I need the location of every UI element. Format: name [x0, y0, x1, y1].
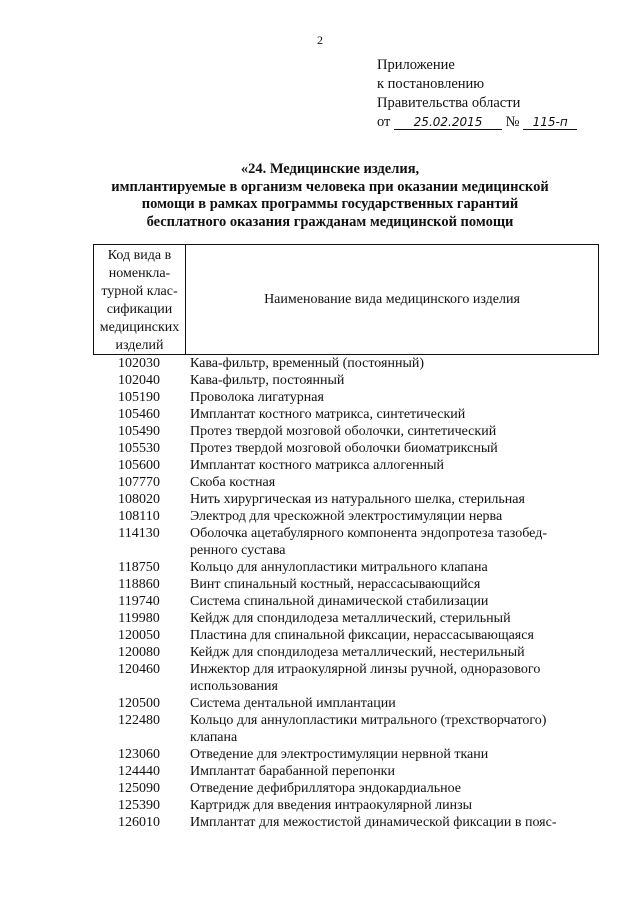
row-name: Винт спинальный костный, нерассасывающийся: [190, 577, 481, 592]
table-row: [93, 814, 599, 831]
from-label: от: [377, 114, 391, 130]
handwritten-date: 25.02.2015: [394, 115, 502, 130]
row-code: 105600: [118, 458, 160, 473]
header-code-line: турной клас-: [101, 284, 178, 299]
row-code: 114130: [118, 526, 160, 541]
table-row: [93, 610, 599, 627]
header-code-line: медицинских: [99, 320, 180, 335]
row-code: 120050: [118, 628, 160, 643]
row-name: Система дентальной имплантации: [190, 696, 396, 711]
row-name: Отведение дефибриллятора эндокардиальное: [190, 781, 462, 796]
header-code-line: номенкла-: [108, 266, 171, 281]
page-number: 2: [317, 33, 323, 47]
row-name: Кейдж для спондилодеза металлический, стерильный: [190, 611, 511, 626]
row-name: Кава-фильтр, постоянный: [190, 373, 345, 388]
row-name: Картридж для введения интраокулярной линзы: [190, 798, 473, 813]
row-code: 120460: [118, 662, 160, 677]
table-row: [93, 525, 599, 559]
title-line-3: помощи в рамках программы государственных гарантий: [141, 196, 519, 212]
table-row: [93, 389, 599, 406]
table-row: [93, 440, 599, 457]
table-row: [93, 644, 599, 661]
appendix-line-2: к постановлению: [377, 76, 485, 92]
table-row: [93, 763, 599, 780]
row-name: Имплантат для межостистой динамической фиксации в пояс-: [190, 815, 557, 830]
table-row: [93, 746, 599, 763]
appendix-block: [377, 56, 577, 132]
table-row: [93, 491, 599, 508]
row-code: 107770: [118, 475, 160, 490]
row-code: 119740: [118, 594, 160, 609]
row-name: Нить хирургическая из натурального шелка, стерильная: [190, 492, 525, 507]
row-code: 108110: [118, 509, 160, 524]
row-code: 126010: [118, 815, 160, 830]
handwritten-number: 115-п: [523, 115, 577, 130]
table-row: [93, 695, 599, 712]
row-name: Кольцо для аннулопластики митрального (трехстворчатого) клапана: [190, 713, 547, 745]
row-code: 120500: [118, 696, 160, 711]
table-row: [93, 627, 599, 644]
appendix-date-line: [377, 113, 577, 132]
table-row: [93, 508, 599, 525]
table-row: [93, 780, 599, 797]
row-name: Имплантат барабанной перепонки: [190, 764, 395, 779]
header-code-line: изделий: [115, 338, 164, 353]
table-header: [93, 244, 599, 355]
row-code: 105460: [118, 407, 160, 422]
table-row: [93, 457, 599, 474]
row-name: Скоба костная: [190, 475, 276, 490]
row-code: 120080: [118, 645, 160, 660]
row-code: 125390: [118, 798, 160, 813]
header-code-line: сификации: [106, 302, 173, 317]
table-row: [93, 406, 599, 423]
row-name: Протез твердой мозговой оболочки, синтетический: [190, 424, 497, 439]
row-code: 102040: [118, 373, 160, 388]
header-code-line: Код вида в: [107, 248, 172, 263]
row-code: 124440: [118, 764, 160, 779]
row-name: Имплантат костного матрикса, синтетический: [190, 407, 466, 422]
table-row: [93, 355, 599, 372]
row-name: Инжектор для итраокулярной линзы ручной, одноразового использования: [190, 662, 541, 694]
header-code-cell: [94, 245, 186, 354]
header-name-cell: Наименование вида медицинского изделия: [264, 291, 520, 307]
row-code: 122480: [118, 713, 160, 728]
row-name: Электрод для чрескожной электростимуляции нерва: [190, 509, 503, 524]
table-row: [93, 372, 599, 389]
row-code: 105190: [118, 390, 160, 405]
row-name: Протез твердой мозговой оболочки биоматриксный: [190, 441, 498, 456]
title-line-4: бесплатного оказания гражданам медицинской помощи: [146, 213, 514, 230]
appendix-line-1: Приложение: [377, 57, 455, 73]
row-name: Кейдж для спондилодеза металлический, нестерильный: [190, 645, 525, 660]
row-name: Оболочка ацетабулярного компонента эндопротеза тазобед- ренного сустава: [190, 526, 547, 558]
row-code: 119980: [118, 611, 160, 626]
devices-table: [93, 244, 599, 831]
row-name: Имплантат костного матрикса аллогенный: [190, 458, 444, 473]
row-code: 123060: [118, 747, 160, 762]
table-row: [93, 559, 599, 576]
number-label: №: [505, 114, 520, 130]
table-row: [93, 712, 599, 746]
row-name: Проволока лигатурная: [190, 390, 324, 405]
row-code: 102030: [118, 356, 160, 371]
row-code: 118860: [118, 577, 160, 592]
row-code: 108020: [118, 492, 160, 507]
row-code: 118750: [118, 560, 160, 575]
row-name: Кава-фильтр, временный (постоянный): [190, 356, 425, 371]
table-row: [93, 661, 599, 695]
appendix-line-3: Правительства области: [377, 95, 521, 111]
row-name: Система спинальной динамической стабилизации: [190, 594, 489, 609]
row-code: 125090: [118, 781, 160, 796]
row-code: 105490: [118, 424, 160, 439]
row-name: Кольцо для аннулопластики митрального клапана: [190, 560, 488, 575]
title-line-2: имплантируемые в организм человека при оказании медицинской: [111, 178, 549, 195]
row-code: 105530: [118, 441, 160, 456]
section-title: [90, 161, 570, 231]
table-row: [93, 576, 599, 593]
table-row: [93, 474, 599, 491]
table-row: [93, 797, 599, 814]
table-row: [93, 423, 599, 440]
table-body: [93, 355, 599, 831]
row-name: Пластина для спинальной фиксации, нерассасывающаяся: [190, 628, 534, 643]
table-row: [93, 593, 599, 610]
row-name: Отведение для электростимуляции нервной ткани: [190, 747, 489, 762]
title-line-1: «24. Медицинские изделия,: [240, 161, 420, 177]
